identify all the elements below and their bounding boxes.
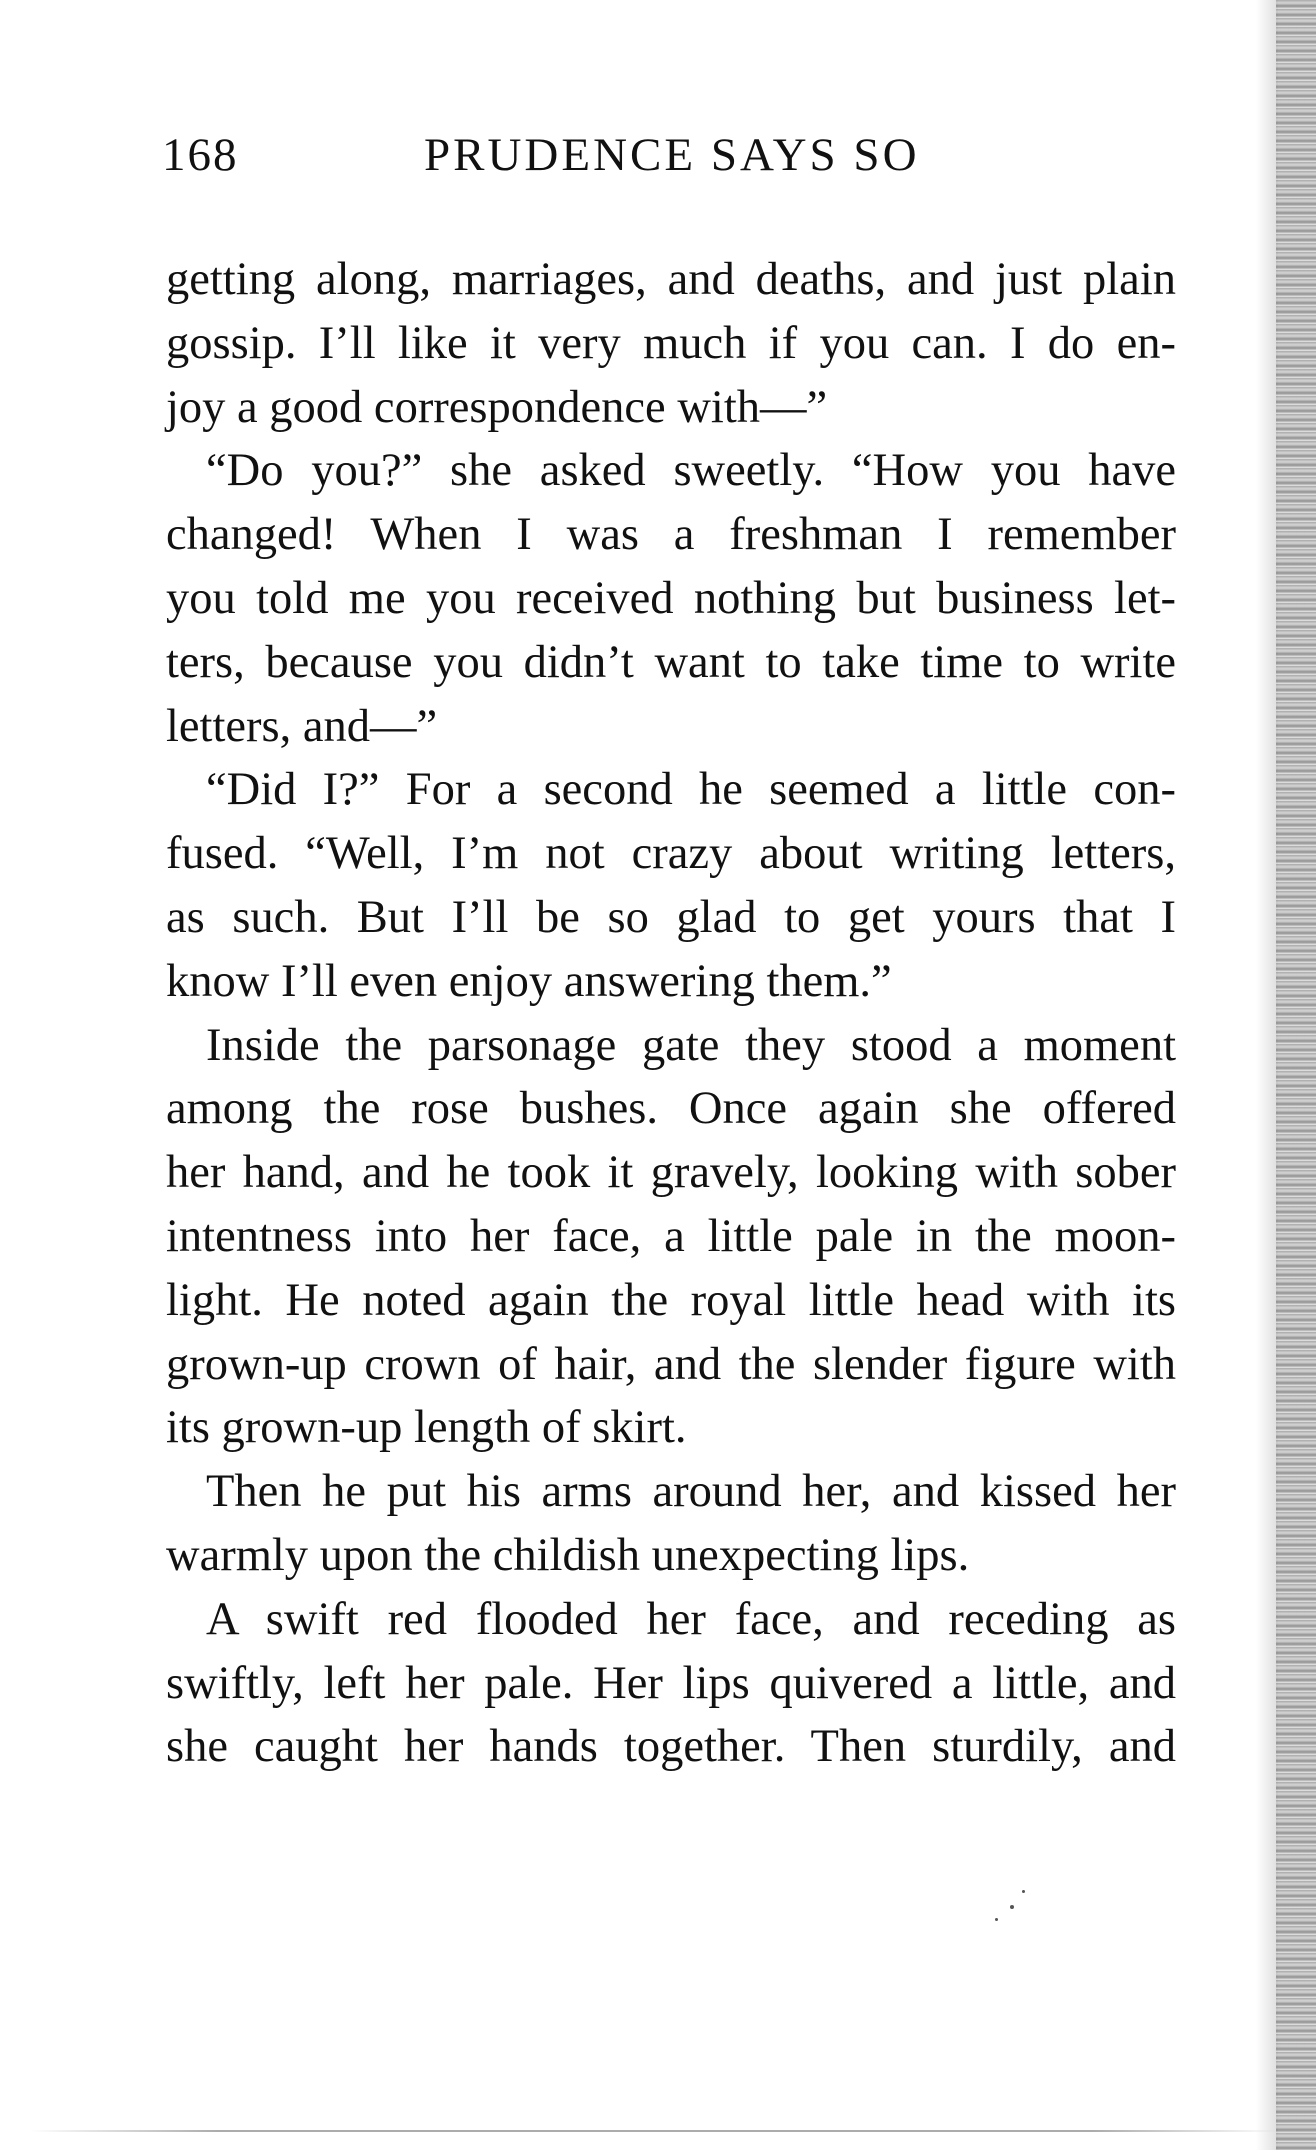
page-edge-fade	[1256, 0, 1278, 2150]
body-text	[166, 248, 1176, 1779]
text-line: A swift red flooded her face, and receding as	[206, 1593, 1176, 1645]
text-line: among the rose bushes. Once again she offered	[166, 1083, 1176, 1135]
text-line: intentness into her face, a little pale in the moon-	[166, 1210, 1176, 1262]
text-line: ters, because you didn’t want to take time to write	[166, 636, 1176, 688]
text-line: light. He noted again the royal little head with its	[166, 1274, 1176, 1326]
page-header	[162, 128, 1182, 198]
paragraph-5	[166, 1460, 1176, 1588]
page-edge-shadow	[1276, 0, 1316, 2150]
text-line: Then he put his arms around her, and kissed her	[206, 1466, 1176, 1518]
scan-speck	[1010, 1905, 1014, 1909]
text-line: letters, and—”	[166, 700, 438, 752]
text-line: Inside the parsonage gate they stood a moment	[206, 1019, 1176, 1071]
paragraph-1	[166, 248, 1176, 439]
text-line: she caught her hands together. Then sturdily, and	[166, 1721, 1176, 1773]
scan-speck	[1022, 1890, 1025, 1893]
paragraph-6	[166, 1588, 1176, 1779]
text-line: warmly upon the childish unexpecting lips.	[166, 1529, 970, 1581]
text-line: its grown-up length of skirt.	[166, 1402, 687, 1454]
text-line: swiftly, left her pale. Her lips quivered a little, and	[166, 1657, 1176, 1709]
page-bottom-edge	[30, 2130, 1280, 2132]
text-line: know I’ll even enjoy answering them.”	[166, 955, 892, 1007]
scan-speck	[995, 1918, 998, 1921]
text-line: her hand, and he took it gravely, looking with sober	[166, 1147, 1176, 1199]
paragraph-4	[166, 1014, 1176, 1461]
text-line: as such. But I’ll be so glad to get yours that I	[166, 891, 1176, 943]
paragraph-2	[166, 439, 1176, 758]
text-line: joy a good correspondence with—”	[166, 381, 828, 433]
text-line: gossip. I’ll like it very much if you can. I do en-	[166, 317, 1176, 369]
text-line: you told me you received nothing but business let-	[166, 572, 1176, 624]
text-line: grown-up crown of hair, and the slender figure with	[166, 1338, 1176, 1390]
text-line: getting along, marriages, and deaths, and just plain	[166, 254, 1176, 305]
running-title: PRUDENCE SAYS SO	[424, 129, 920, 181]
text-line: fused. “Well, I’m not crazy about writing letters,	[166, 828, 1176, 880]
text-line: “Did I?” For a second he seemed a little con-	[206, 764, 1176, 816]
paragraph-3	[166, 758, 1176, 1013]
text-line: changed! When I was a freshman I remember	[166, 509, 1176, 561]
text-line: “Do you?” she asked sweetly. “How you have	[206, 445, 1176, 497]
page-number: 168	[162, 129, 239, 181]
